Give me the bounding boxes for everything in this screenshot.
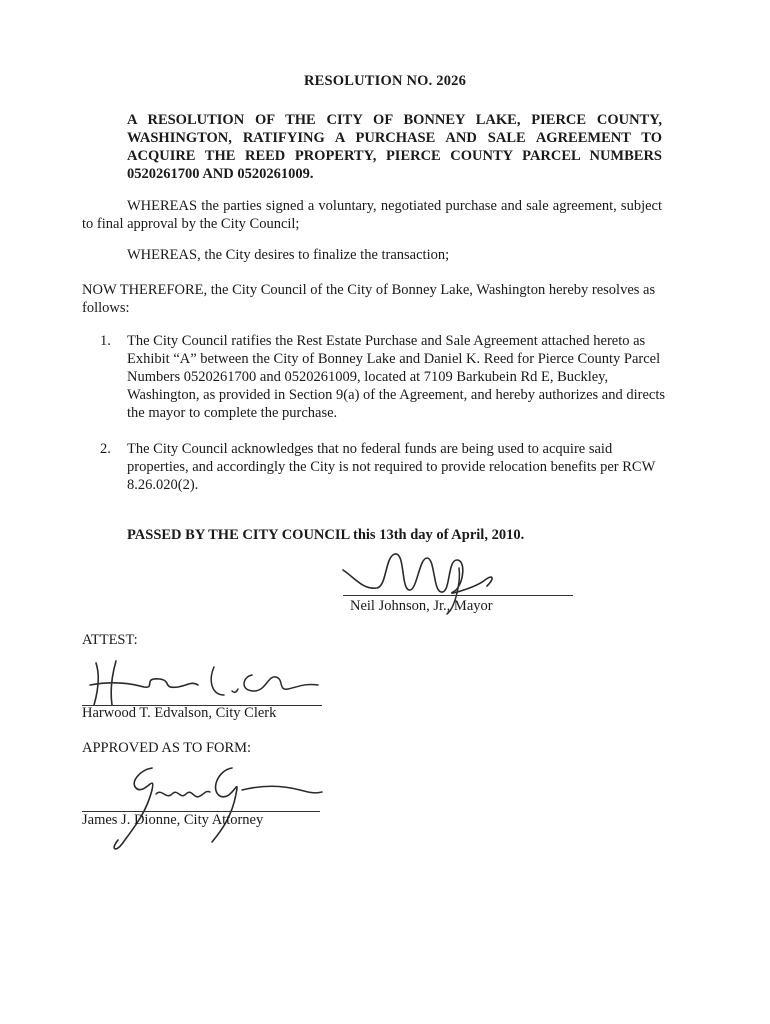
resolution-heading: A RESOLUTION OF THE CITY OF BONNEY LAKE, PIERCE COUNTY, WASHINGTON, RATIFYING A PURCHASE AND SALE AGREEMENT TO ACQUIRE THE REED PROPERTY, PIERCE COUNTY PARCEL NUMBERS 0520261700 AND 0520261009. xyxy=(127,112,662,182)
whereas-clause-2: WHEREAS, the City desires to finalize the transaction; xyxy=(127,247,450,263)
clerk-signature xyxy=(82,655,327,710)
item-text: The City Council ratifies the Rest Estate Purchase and Sale Agreement attached hereto as Exhibit “A” between the City of Bonney Lake and Daniel K. Reed for Pierce County Parcel Numbers 0520261700 and 0520261009, located at 7109 Barkubein Rd E, Buckley, Washington, as provided in Section 9(a) of the Agreement, and hereby authorizes and directs the mayor to complete the purchase. xyxy=(127,333,665,421)
approved-label: APPROVED AS TO FORM: xyxy=(82,740,252,756)
attorney-signature xyxy=(82,760,327,860)
attorney-label: James J. Dionne, City Attorney xyxy=(82,812,264,828)
passed-statement: PASSED BY THE CITY COUNCIL this 13th day of April, 2010. xyxy=(127,527,525,543)
item-text: The City Council acknowledges that no federal funds are being used to acquire said properties, and accordingly the City is not required to provide relocation benefits per RCW 8.26.020(2). xyxy=(127,441,656,493)
clerk-label: Harwood T. Edvalson, City Clerk xyxy=(82,705,277,721)
whereas-clause-1: WHEREAS the parties signed a voluntary, negotiated purchase and sale agreement, subject to final approval by the City Council; xyxy=(82,198,662,232)
document-title: RESOLUTION NO. 2026 xyxy=(303,73,467,89)
mayor-label: Neil Johnson, Jr., Mayor xyxy=(350,598,493,614)
item-number: 1. xyxy=(100,333,111,349)
now-therefore-clause: NOW THEREFORE, the City Council of the City of Bonney Lake, Washington hereby resolves as follows: xyxy=(82,282,656,316)
item-number: 2. xyxy=(100,441,111,457)
resolution-item-2 xyxy=(100,440,665,496)
mayor-signature-line xyxy=(343,595,573,596)
resolution-item-1 xyxy=(100,332,665,424)
attest-label: ATTEST: xyxy=(82,632,138,648)
